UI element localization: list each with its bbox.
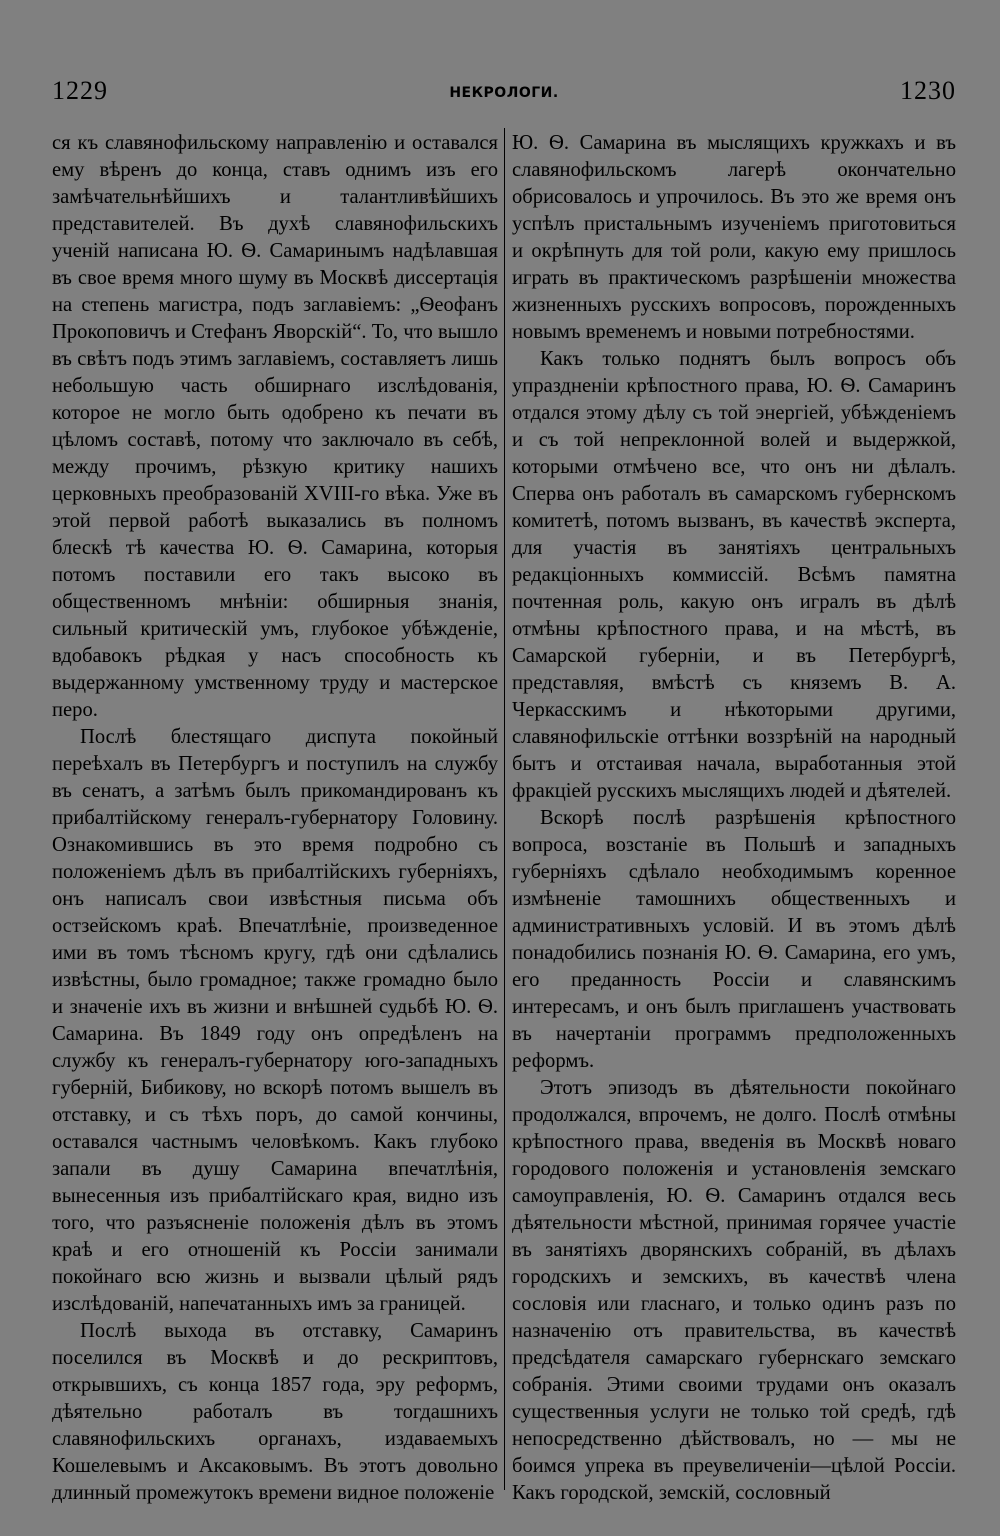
- page-header: [52, 76, 956, 110]
- right-paragraph-1: Ю. Ѳ. Самарина въ мыслящихъ кружкахъ и въ славянофильскомъ лагерѣ окончательно обрисовалось и упрочилось. Въ это же время онъ успѣлъ пристальнымъ изученіемъ приготовиться и окрѣпнуть для той роли, какую ему пришлось играть въ практическомъ разрѣшеніи множества жизненныхъ русскихъ вопросовъ, порожденныхъ новымъ временемъ и новыми потребностями.: [512, 132, 956, 343]
- right-paragraph-4: Этотъ эпизодъ въ дѣятельности покойнаго продолжался, впрочемъ, не долго. Послѣ отмѣны крѣпостного права, введенія въ Москвѣ новаго городового положенія и установленія земскаго самоуправленія, Ю. Ѳ. Самаринъ отдался весь дѣятельности мѣстной, принимая горячее участіе въ занятіяхъ дворянскихъ собраній, въ дѣлахъ городскихъ и земскихъ, въ качествѣ члена сословія или гласнаго, и только одинъ разъ по назначенію отъ правительства, въ качествѣ предсѣдателя самарскаго губернскаго земскаго собранія. Этими своими трудами онъ оказалъ существенныя услуги не только той средѣ, гдѣ непосредственно дѣйствовалъ, но — мы не боимся упрека въ преувеличеніи—цѣлой Россіи. Какъ городской, земскій, сословный: [512, 1077, 956, 1504]
- left-column: [52, 130, 498, 1507]
- left-page-number: 1229: [52, 76, 108, 105]
- column-divider: [504, 128, 505, 1490]
- left-paragraph-3: Послѣ выхода въ отставку, Самаринъ поселился въ Москвѣ и до рескриптовъ, открывшихъ, съ конца 1857 года, эру реформъ, дѣятельно работалъ въ тогдашнихъ славянофильскихъ органахъ, издаваемыхъ Кошелевымъ и Аксаковымъ. Въ этотъ довольно длинный промежутокъ времени видное положеніе: [52, 1320, 498, 1504]
- left-paragraph-2: Послѣ блестящаго диспута покойный переѣхалъ въ Петербургъ и поступилъ на службу въ сенатъ, а затѣмъ былъ прикомандированъ къ прибалтійскому генералъ-губернатору Головину. Ознакомившись въ это время подробно съ положеніемъ дѣлъ въ прибалтійскихъ губерніяхъ, онъ написалъ свои извѣстныя письма объ остзейскомъ краѣ. Впечатлѣніе, произведенное ими въ томъ тѣсномъ кругу, гдѣ они сдѣлались извѣстны, было громадное; также громадно было и значеніе ихъ въ жизни и внѣшней судьбѣ Ю. Ѳ. Самарина. Въ 1849 году онъ опредѣленъ на службу къ генералъ-губернатору юго-западныхъ губерній, Бибикову, но вскорѣ потомъ вышелъ въ отставку, и съ тѣхъ поръ, до самой кончины, оставался частнымъ человѣкомъ. Какъ глубоко запали въ душу Самарина впечатлѣнія, вынесенныя изъ прибалтійскаго края, видно изъ того, что разъясненіе положенія дѣлъ въ этомъ краѣ и его отношеній къ Россіи занимали покойнаго всю жизнь и вызвали цѣлый рядъ изслѣдованій, напечатанныхъ имъ за границей.: [52, 726, 498, 1315]
- right-page-number: 1230: [900, 76, 956, 105]
- left-paragraph-1: ся къ славянофильскому направленію и оставался ему вѣренъ до конца, ставъ однимъ изъ его замѣчательнѣйшихъ и талантливѣйшихъ представителей. Въ духѣ славянофильскихъ ученій написана Ю. Ѳ. Самаринымъ надѣлавшая въ свое время много шуму въ Москвѣ диссертація на степень магистра, подъ заглавіемъ: „Ѳеофанъ Прокоповичъ и Стефанъ Яворскій“. То, что вышло въ свѣтъ подъ этимъ заглавіемъ, составляетъ лишь небольшую часть обширнаго изслѣдованія, которое не могло быть одобрено къ печати въ цѣломъ составѣ, потому что заключало въ себѣ, между прочимъ, рѣзкую критику нашихъ церковныхъ преобразованій XVIII-го вѣка. Уже въ этой первой работѣ выказались въ полномъ блескѣ тѣ качества Ю. Ѳ. Самарина, которыя потомъ поставили его такъ высоко въ общественномъ мнѣніи: обширныя знанія, сильный критическій умъ, глубокое убѣжденіе, вдобавокъ рѣдкая у насъ способность къ выдержанному умственному труду и мастерское перо.: [52, 132, 498, 721]
- right-paragraph-3: Вскорѣ послѣ разрѣшенія крѣпостного вопроса, возстаніе въ Польшѣ и западныхъ губерніяхъ сдѣлало необходимымъ коренное измѣненіе тамошнихъ общественныхъ и административныхъ условій. И въ этомъ дѣлѣ понадобились познанія Ю. Ѳ. Самарина, его умъ, его преданность Россіи и славянскимъ интересамъ, и онъ былъ приглашенъ участвовать въ начертаніи программъ предположенныхъ реформъ.: [512, 807, 956, 1072]
- right-column: [512, 130, 956, 1507]
- right-paragraph-2: Какъ только поднятъ былъ вопросъ объ упраздненіи крѣпостного права, Ю. Ѳ. Самаринъ отдался этому дѣлу съ той энергіей, убѣжденіемъ и съ той непреклонной волей и выдержкой, которыми отмѣчено все, что онъ ни дѣлалъ. Сперва онъ работалъ въ самарскомъ губернскомъ комитетѣ, потомъ вызванъ, въ качествѣ эксперта, для участія въ занятіяхъ центральныхъ редакціонныхъ коммиссій. Всѣмъ памятна почтенная роль, какую онъ игралъ въ дѣлѣ отмѣны крѣпостного права, и на мѣстѣ, въ Самарской губерніи, и въ Петербургѣ, представляя, вмѣстѣ съ княземъ В. А. Черкасскимъ и нѣкоторыми другими, славянофильскіе оттѣнки воззрѣній на народный бытъ и отстаивая начала, выработанныя этой фракціей русскихъ мыслящихъ людей и дѣятелей.: [512, 348, 956, 802]
- running-title: НЕКРОЛОГИ.: [449, 85, 559, 101]
